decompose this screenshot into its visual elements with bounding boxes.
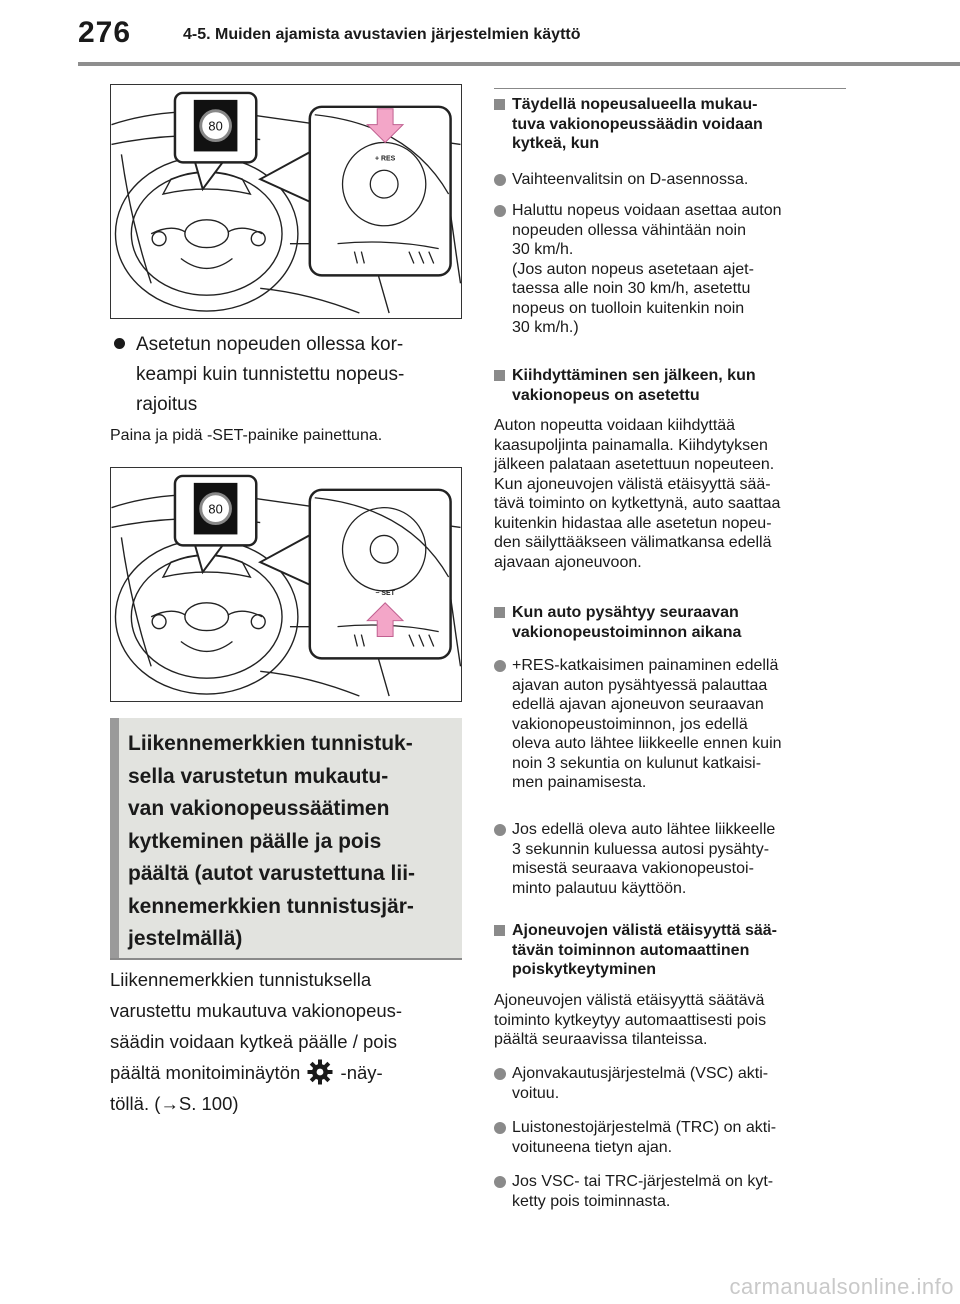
page-number: 276 xyxy=(78,16,132,49)
bullet-vsc-trc-off xyxy=(494,1172,846,1211)
heading-full-speed-range xyxy=(494,95,846,154)
paragraph-line: jälkeen palataan asetettuun nopeuteen. xyxy=(494,456,775,473)
heading-auto-cancel xyxy=(494,921,846,980)
paragraph-line: päältä seuraavissa tilanteissa. xyxy=(494,1031,708,1048)
paragraph-acceleration xyxy=(494,416,846,572)
body-line-with-icon xyxy=(110,1057,462,1088)
bullet-line: men painamisesta. xyxy=(512,774,647,791)
section-title-line: sella varustetun mukautu- xyxy=(128,764,389,788)
round-bullet-icon xyxy=(494,205,506,217)
paragraph-line: Auton nopeutta voidaan kiihdyttää xyxy=(494,417,736,434)
header-rule xyxy=(78,62,960,66)
body-text: päältä monitoiminäytön xyxy=(110,1062,301,1083)
speed-value: 80 xyxy=(208,501,223,517)
bullet-higher-speed xyxy=(110,330,462,420)
heading-line: Kun auto pysähtyy seuraavan xyxy=(512,604,739,621)
bullet-line: minto palautuu käyttöön. xyxy=(512,879,687,897)
instruction-text: Paina ja pidä -SET-painike painettuna. xyxy=(110,427,383,444)
bullet-line: vakionopeustoiminnon, jos edellä xyxy=(512,715,748,733)
heading-line: vakionopeustoiminnon aikana xyxy=(512,623,742,641)
bullet-line: keampi kuin tunnistettu nopeus- xyxy=(136,364,405,385)
bullet-line: voituneena tietyn ajan. xyxy=(512,1138,673,1156)
square-bullet-icon xyxy=(494,99,505,110)
switch-callout xyxy=(260,107,450,276)
bullet-line: Haluttu nopeus voidaan asettaa auton xyxy=(512,202,782,219)
paragraph-line: tävä toiminto on kytkettynä, auto saattaa xyxy=(494,495,781,512)
paragraph-line: ajavaan ajoneuvoon. xyxy=(494,553,642,571)
bullet-d-position xyxy=(494,170,846,190)
body-text: -näy- xyxy=(340,1062,383,1083)
bullet-line: (Jos auton nopeus asetetaan ajet- xyxy=(512,260,754,278)
right-column-top-rule xyxy=(494,88,846,89)
round-bullet-icon xyxy=(494,1122,506,1134)
bullet-line: Asetetun nopeuden ollessa kor- xyxy=(136,334,404,355)
heading-line: Ajoneuvojen välistä etäisyyttä sää- xyxy=(512,922,777,939)
bullet-line: noin 3 sekuntia on kulunut katkaisi- xyxy=(512,754,762,772)
body-line: varustettu mukautuva vakionopeus- xyxy=(110,1000,403,1021)
bullet-res-switch xyxy=(494,656,846,793)
figure-steering-res xyxy=(110,84,462,319)
bullet-line: +RES-katkaisimen painaminen edellä xyxy=(512,657,779,674)
watermark: carmanualsonline.info xyxy=(729,1274,954,1299)
speed-value: 80 xyxy=(208,118,223,134)
section-title xyxy=(128,728,458,956)
page-reference-link[interactable]: S. 100) xyxy=(178,1093,239,1114)
bullet-trc xyxy=(494,1118,846,1157)
round-bullet-icon xyxy=(494,660,506,672)
heading-acceleration xyxy=(494,366,846,405)
bullet-line: Luistonestojärjestelmä (TRC) on akti- xyxy=(512,1119,777,1136)
bullet-line: 30 km/h.) xyxy=(512,319,579,336)
bullet-line: 30 km/h. xyxy=(512,241,574,258)
paragraph-auto-cancel xyxy=(494,991,846,1050)
bullet-line: nopeus on tuolloin kuitenkin noin xyxy=(512,299,745,317)
section-title-line: van vakionopeussäätimen xyxy=(128,797,390,820)
paragraph-line: den säilyttääkseen välimatkansa edellä xyxy=(494,534,772,551)
square-bullet-icon xyxy=(494,370,505,381)
heading-line: kytkeä, kun xyxy=(512,135,600,152)
switch-label-res: + RES xyxy=(375,155,396,163)
section-heading-box xyxy=(110,718,462,960)
section-title-line: päältä (autot varustettuna lii- xyxy=(128,862,416,885)
section-title-line: kennemerkkien tunnistusjär- xyxy=(128,894,414,918)
bullet-vsc xyxy=(494,1064,846,1103)
bullet-line: edellä ajavan ajoneuvon seuraavan xyxy=(512,696,764,713)
bullet-line: 3 sekunnin kuluessa autosi pysähty- xyxy=(512,840,770,858)
heading-line: Kiihdyttäminen sen jälkeen, kun xyxy=(512,367,756,384)
switch-label-set: − SET xyxy=(375,589,395,597)
page-header xyxy=(0,0,960,70)
section-title-line: jestelmällä) xyxy=(128,927,243,950)
bullet-line: voituu. xyxy=(512,1084,560,1102)
body-text: töllä. ( xyxy=(110,1093,161,1114)
heading-line: Täydellä nopeusalueella mukau- xyxy=(512,96,758,113)
bullet-line: ajavan auton pysähtyessä palauttaa xyxy=(512,676,768,694)
paragraph-line: toiminto kytkeytyy automaattisesti pois xyxy=(494,1011,767,1029)
section-body xyxy=(110,964,462,1119)
heading-line: vakionopeus on asetettu xyxy=(512,386,700,404)
paragraph-line: kaasupoljinta painamalla. Kiihdytyksen xyxy=(494,436,768,454)
steering-illustration-set xyxy=(111,468,461,701)
switch-callout xyxy=(260,490,450,659)
chapter-title: 4-5. Muiden ajamista avustavien järjestelmien käyttö xyxy=(183,26,581,43)
page-reference-arrow-icon: → xyxy=(160,1093,179,1114)
bullet-line: Vaihteenvalitsin on D-asennossa. xyxy=(512,171,749,188)
bullet-line: Jos edellä oleva auto lähtee liikkeelle xyxy=(512,821,776,838)
steering-illustration-res xyxy=(111,85,461,318)
round-bullet-icon xyxy=(494,824,506,836)
bullet-line: rajoitus xyxy=(136,394,198,415)
bullet-three-seconds xyxy=(494,820,846,898)
bullet-line: ketty pois toiminnasta. xyxy=(512,1192,671,1210)
settings-gear-icon xyxy=(307,1059,333,1085)
square-bullet-icon xyxy=(494,925,505,936)
round-bullet-icon xyxy=(494,1068,506,1080)
heading-line: poiskytkeytyminen xyxy=(512,961,657,978)
bullet-line: misestä seuraava vakionopeustoi- xyxy=(512,860,754,877)
section-title-line: Liikennemerkkien tunnistuk- xyxy=(128,732,413,755)
square-bullet-icon xyxy=(494,607,505,618)
bullet-line: taessa alle noin 30 km/h, asetettu xyxy=(512,280,751,297)
paragraph-line: Ajoneuvojen välistä etäisyyttä säätävä xyxy=(494,992,765,1009)
bullet-line: Ajonvakautusjärjestelmä (VSC) akti- xyxy=(512,1065,769,1082)
bullet-line: oleva auto lähtee liikkeelle ennen kuin xyxy=(512,735,782,752)
bullet-dot xyxy=(114,338,125,349)
round-bullet-icon xyxy=(494,1176,506,1188)
paragraph-line: kuitenkin hidastaa alle asetetun nopeu- xyxy=(494,514,772,532)
bullet-line: nopeuden ollessa vähintään noin xyxy=(512,221,746,239)
round-bullet-icon xyxy=(494,174,506,186)
section-accent-bar xyxy=(110,718,119,960)
bullet-line: Jos VSC- tai TRC-järjestelmä on kyt- xyxy=(512,1173,774,1190)
section-title-line: kytkeminen päälle ja pois xyxy=(128,829,382,853)
body-line: Liikennemerkkien tunnistuksella xyxy=(110,969,372,990)
figure-steering-set xyxy=(110,467,462,702)
heading-line: tuva vakionopeussäädin voidaan xyxy=(512,115,763,133)
section-bottom-rule xyxy=(110,958,462,960)
paragraph-line: Kun ajoneuvojen välistä etäisyyttä sää- xyxy=(494,475,771,493)
body-line: säädin voidaan kytkeä päälle / pois xyxy=(110,1031,397,1052)
body-line-ref xyxy=(110,1088,462,1119)
bullet-set-speed xyxy=(494,201,846,338)
heading-car-stops xyxy=(494,603,846,642)
heading-line: tävän toiminnon automaattinen xyxy=(512,941,750,959)
